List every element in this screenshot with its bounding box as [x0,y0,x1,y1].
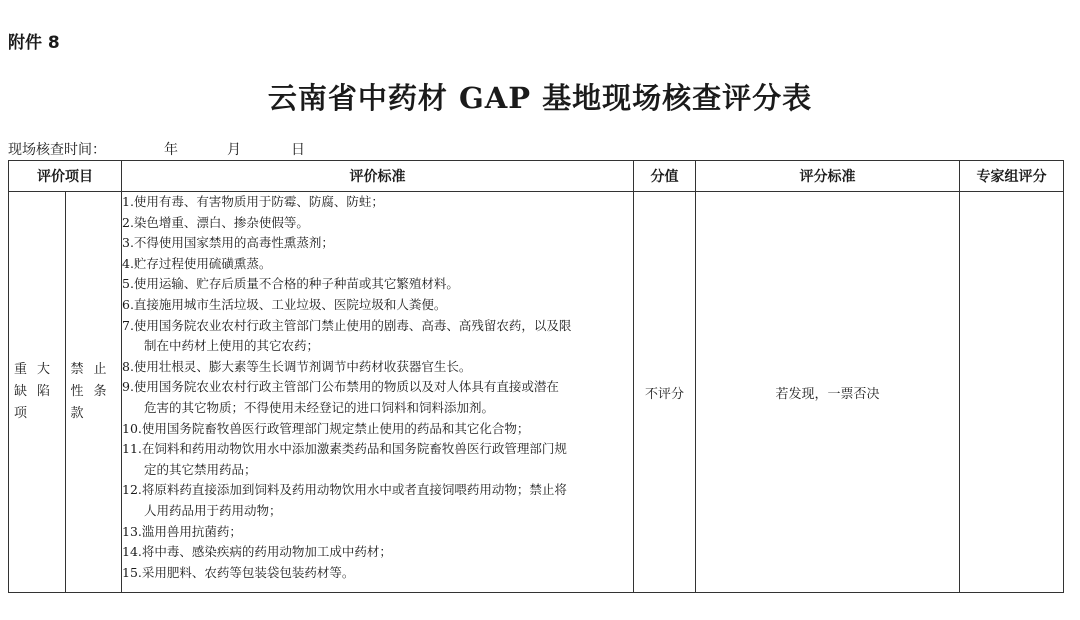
category-char: 项 [14,406,28,421]
criteria-line: 13.滥用兽用抗菌药； [122,523,242,539]
header-expert-score: 专家组评分 [960,161,1064,192]
header-evaluation-item: 评价项目 [9,161,122,192]
category-char: 缺 [14,384,28,399]
category-cell [9,192,66,593]
criteria-line: 9.使用国务院农业农村行政主管部门公布禁用的物质以及对人体具有直接或潜在 [122,379,559,395]
criteria-line: 4.贮存过程使用硫磺熏蒸。 [122,255,272,271]
criteria-line: 12.将原料药直接添加到饲料及药用动物饮用水中或者直接饲喂药用动物；禁止将 [122,482,567,498]
criteria-line: 11.在饲料和药用动物饮用水中添加激素类药品和国务院畜牧兽医行政管理部门规 [122,441,567,457]
table-header-row [9,161,1064,192]
page-title: 云南省中药材 GAP 基地现场核查评分表 [267,81,813,115]
inspection-time-label: 现场核查时间： [8,142,106,158]
header-score: 分值 [634,161,696,192]
subcategory-text [71,359,117,425]
criteria-line: 制在中药材上使用的其它农药； [144,338,320,354]
criteria-line: 7.使用国务院农业农村行政主管部门禁止使用的剧毒、高毒、高残留农药，以及限 [122,317,572,333]
inspection-month-label: 月 [227,142,241,158]
category-text [14,359,60,425]
subcategory-char: 性 [70,384,84,399]
attachment-label: 附件 8 [8,33,60,53]
subcategory-char: 止 [93,362,107,377]
evaluation-table [8,160,1064,593]
subcategory-char: 款 [70,406,84,421]
expert-score-cell[interactable] [960,192,1064,593]
criteria-line: 2.染色增重、漂白、掺杂使假等。 [122,214,309,230]
criteria-line: 10.使用国务院畜牧兽医行政管理部门规定禁止使用的药品和其它化合物； [122,420,530,436]
inspection-time-line [8,139,408,159]
criteria-line: 14.将中毒、感染疾病的药用动物加工成中药材； [122,544,392,560]
criteria-cell [122,192,634,593]
scoring-standard-cell: 若发现，一票否决 [696,192,960,593]
criteria-line: 1.使用有毒、有害物质用于防霉、防腐、防蛀； [122,194,384,209]
category-char: 陷 [37,384,51,399]
criteria-line: 3.不得使用国家禁用的高毒性熏蒸剂； [122,235,334,251]
subcategory-cell [66,192,122,593]
criteria-line: 15.采用肥料、农药等包装袋包装药材等。 [122,564,355,580]
inspection-year-label: 年 [164,142,178,158]
table-row [9,192,1064,593]
header-evaluation-criteria: 评价标准 [122,161,634,192]
criteria-line: 危害的其它物质；不得使用未经登记的进口饲料和饲料添加剂。 [144,399,495,415]
score-cell: 不评分 [634,192,696,593]
inspection-day-label: 日 [291,142,305,158]
criteria-line: 8.使用壮根灵、膨大素等生长调节剂调节中药材收获器官生长。 [122,358,472,374]
subcategory-char: 禁 [70,362,84,377]
category-char: 大 [37,362,51,377]
category-char: 重 [14,362,28,377]
criteria-line: 6.直接施用城市生活垃圾、工业垃圾、医院垃圾和人粪便。 [122,296,447,312]
criteria-line: 人用药品用于药用动物； [144,502,282,518]
subcategory-char: 条 [93,384,107,399]
header-scoring-standard: 评分标准 [696,161,960,192]
criteria-line: 5.使用运输、贮存后质量不合格的种子种苗或其它繁殖材料。 [122,276,459,292]
criteria-line: 定的其它禁用药品； [144,461,257,477]
